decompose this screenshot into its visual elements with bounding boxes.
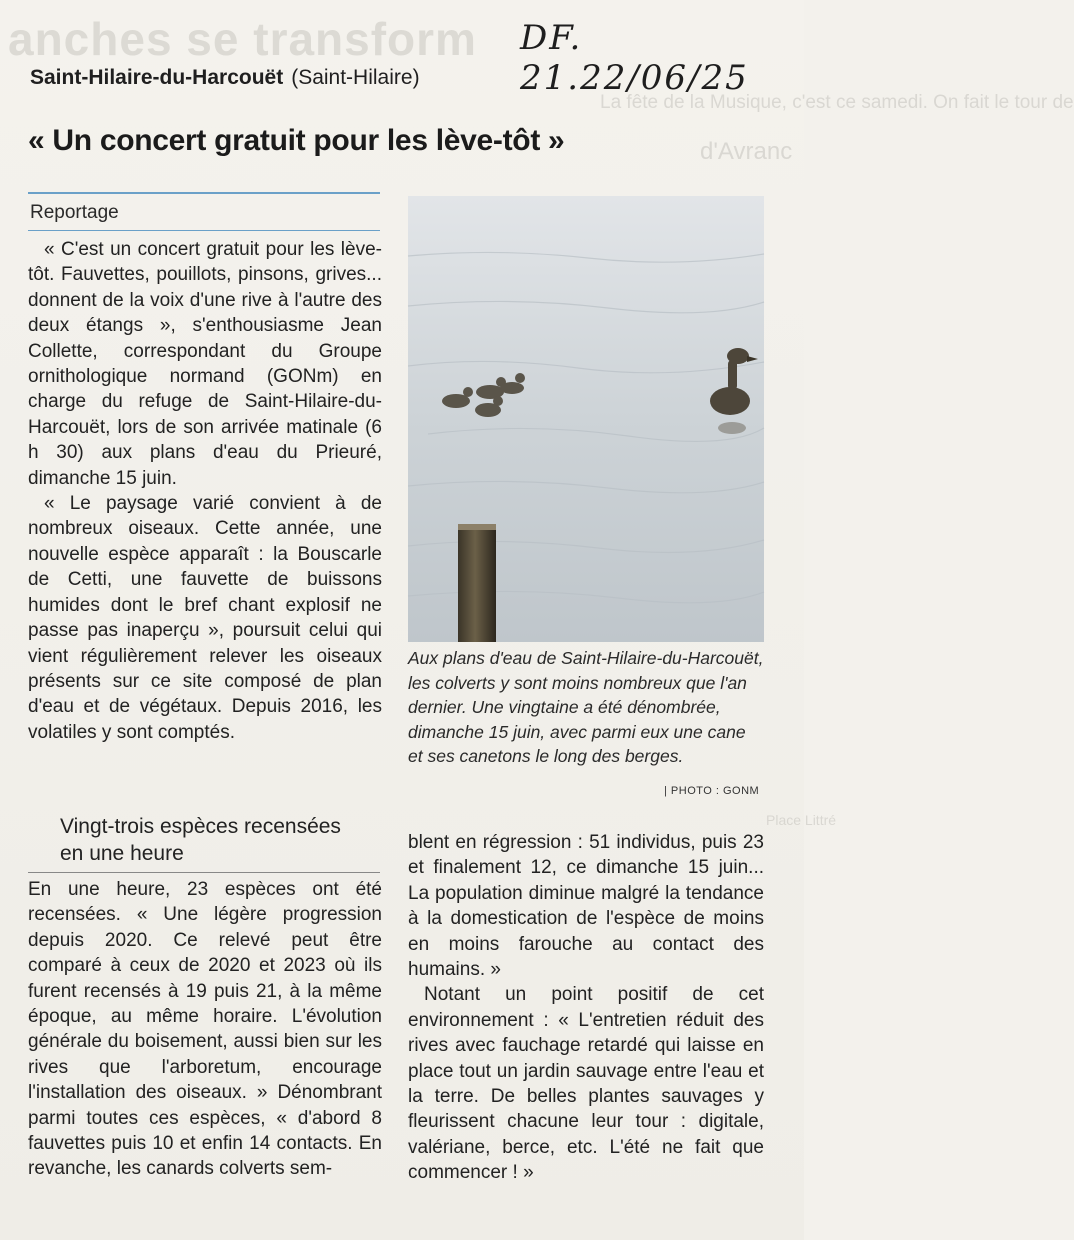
handwritten-date-note: DF. 21.22/06/25: [520, 18, 749, 98]
photo-illustration: [408, 196, 764, 642]
bleed-through-line: d'Avranc: [700, 138, 793, 165]
paragraph: « C'est un concert gratuit pour les lève-tôt. Fauvettes, pouillots, pinsons, grives... donnent de la voix d'une rive à l'autre des deux étangs », s'enthousiasme Jean Collette, correspondant du Groupe ornithologique normand (GONm) en charge du refuge de Saint-Hilaire-du-Harcouët, lors de son arrivée matinale (6 h 30) aux plans d'eau du Prieuré, dimanche 15 juin.: [28, 239, 382, 489]
paragraph: « Le paysage varié convient à de nombreux oiseaux. Cette année, une nouvelle espèce apparaît : la Bouscarle de Cetti, une fauvette de buissons humides dont le bref chant explosif ne passe pas inaperçu », poursuit celui qui vient régulièrement relever les oiseaux présents sur ce site composé de plan d'eau et de végétaux. Depuis 2016, les volatiles y sont comptés.: [28, 493, 382, 743]
photo-credit: | PHOTO : GONM: [664, 785, 760, 797]
bleed-through-line: Place Littré: [766, 812, 837, 828]
paragraph: Notant un point positif de cet environnement : « L'entretien réduit des rives avec fauchage retardé qui laisse en place tout un jardin sauvage entre l'eau et la terre. De belles plantes sauvages y fleurissent chacune leur tour : digitale, valériane, berce, etc. L'été ne fait que commencer ! »: [408, 984, 764, 1184]
subhead-rule: [28, 872, 380, 873]
kicker-rule-bottom: [28, 230, 380, 231]
paragraph: blent en régression : 51 individus, puis 23 et finalement 12, ce dimanche 15 juin... La population diminue malgré la tendance à la domestication de l'espèce de moins en moins farouche au contact des humains. »: [408, 832, 764, 981]
photo-caption: Aux plans d'eau de Saint-Hilaire-du-Harcouët, les colverts y sont moins nombreux que l'an dernier. Une vingtaine a été dénombrée, dimanche 15 juin, avec parmi eux une cane et ses canetons le long des berges.: [408, 648, 764, 767]
article-kicker: Reportage: [30, 202, 119, 223]
kicker-rule-top: [28, 192, 380, 194]
photo-ducks-on-pond: [408, 196, 764, 642]
location-sub: (Saint-Hilaire): [291, 66, 420, 89]
article-column-2: [28, 877, 382, 1182]
article-location: [30, 66, 420, 90]
location-name: Saint-Hilaire-du-Harcouët: [30, 66, 284, 89]
article-headline: « Un concert gratuit pour les lève-tôt »: [28, 124, 565, 157]
bleed-through-headline: anches se transform: [8, 13, 477, 65]
bleed-through-line: La fête de la Musique, c'est ce samedi. On fait le tour de: [600, 92, 1074, 113]
article-column-1: [28, 237, 382, 745]
paragraph: En une heure, 23 espèces ont été recensées. « Une légère progression depuis 2020. Ce relevé peut être comparé à ceux de 2020 et 2023 où ils furent recensés à 19 puis 21, à la même époque, au même horaire. L'évolution générale du boisement, aussi bien sur les rives que l'arboretum, encourage l'installation des oiseaux. » Dénombrant parmi toutes ces espèces, « d'abord 8 fauvettes puis 10 et enfin 14 contacts. En revanche, les canards colverts sem-: [28, 879, 382, 1180]
article-subhead: Vingt-trois espèces recensées en une heure: [60, 815, 341, 865]
article-column-3: [408, 830, 764, 1186]
